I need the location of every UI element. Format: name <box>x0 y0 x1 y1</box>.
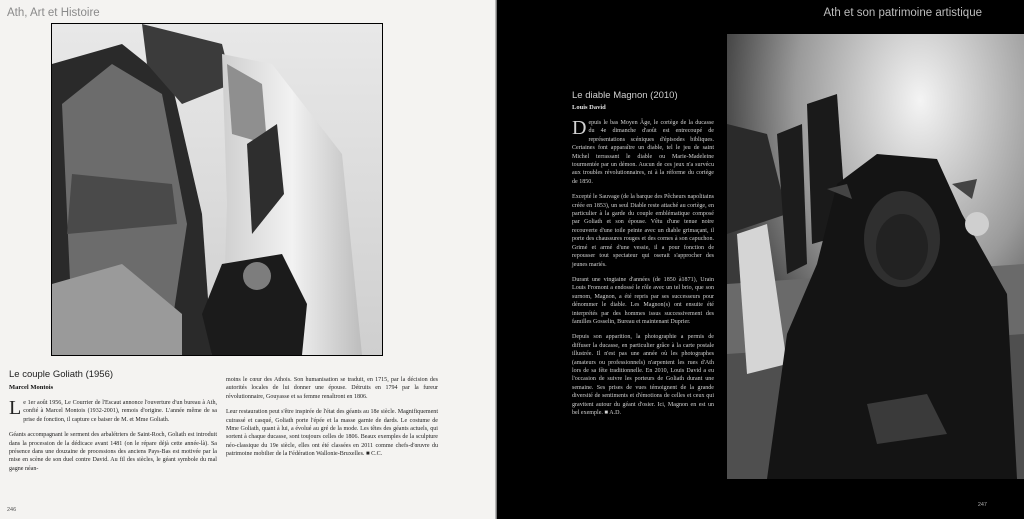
page-number-left: 246 <box>7 507 17 513</box>
drop-cap: L <box>9 397 22 419</box>
goliath-couple-photo <box>51 23 383 356</box>
left-page <box>0 0 497 519</box>
paragraph <box>9 431 217 473</box>
photo-caption-title-left: Le couple Goliath (1956) <box>9 369 114 380</box>
running-header-right: Ath et son patrimoine artistique <box>823 7 982 19</box>
photo-caption-author-right: Louis David <box>572 104 606 111</box>
right-page <box>497 0 1024 519</box>
paragraph <box>572 276 714 326</box>
paragraph-text: Durant une vingtaine d'années (de 1850 à1871), Urain Louis Fromont a endossé le rôle avec un tel brio, que son surnom, Magnon, a été repris par ses successeurs pour dénommer le diable. Les Magnon(s) ont ensuite été interprétés par des hommes issus successivement des familles Gosselin, Bureau et maintenant Duprier. <box>572 276 714 325</box>
page-number-right: 247 <box>977 502 987 508</box>
paragraph <box>226 408 438 458</box>
text-column-2 <box>226 376 438 466</box>
paragraph-text: moins le cœur des Athois. Son humanisation se traduit, en 1715, par la décision des autorités locales de lui donner une épouse. Détruits en 1794 par la fureur révolutionnaire, Gouyasse et sa femme renaîtront en 1806. <box>226 377 438 400</box>
text-column-1 <box>9 399 217 480</box>
paragraph-text: Excepté le Sauvage (de la barque des Pêcheurs napolitains créée en 1853), un seul Diable reste attaché au cortège, en particulier à la garde du couple emblématique composé par Goliath et son épouse. Vêtu d'une tenue noire recouverte d'une toile peinte avec un diable grimaçant, il porte des chaussures rouges et des cornes à son capuchon. Grimé et armé d'une vessie, il a pour fonction de repousser tout spectateur qui oserait s'approcher des jeunes mariés. <box>572 194 714 268</box>
paragraph <box>572 193 714 269</box>
text-column-right <box>572 119 714 424</box>
magnon-devil-photo <box>727 34 1024 479</box>
running-header-left: Ath, Art et Histoire <box>7 7 100 19</box>
photo-caption-author-left: Marcel Montois <box>9 384 54 391</box>
paragraph-text: epuis le bas Moyen Âge, le cortège de la ducasse du 4e dimanche d'août est entrecoupé de représentations scéniques d'épisodes bibliques. Certaines font apparaître un diable, tel le jeu de saint Michel terrassant le diable ou Marie-Madeleine tourmentée par un démon. Aucun de ces jeux n'a survécu aux troubles révolutionnaires, ni à la réforme du cortège de 1850. <box>572 120 714 185</box>
paragraph-text: Leur restauration peut s'être inspirée de l'état des géants au 18e siècle. Magnifiquement cuirassé et casqué, Goliath porte l'épée et la masse garnie de dards. Le costume de Mme Goliath, quant à lui, a évolué au gré de la mode. Les têtes des géants actuels, qui sortent à chaque ducasse, sont toujours celles de 1806. Beaux exemples de la sculpture néo-classique du 19e siècle, elles ont été classées en 2011 comme chefs-d'œuvre du patrimoine mobilier de la Fédération Wallonie-Bruxelles. ■ C.C. <box>226 409 438 458</box>
paragraph-text: Depuis son apparition, la photographie a permis de diffuser la ducasse, en particulier grâce à la carte postale illustrée. Il n'est pas une année où les photographes (amateurs ou professionnels) n'arpentent les rues d'Ath lors de sa fête traditionnelle. En 2010, Louis David a eu l'occasion de suivre les porteurs de Goliath durant une semaine. Ses prises de vues témoignent de la grande diversité de sentiments et d'émotions de celles et ceux qui gravitent autour du géant d'osier. Ici, Magnon en est un bel exemple. ■ A.D. <box>572 334 714 416</box>
paragraph <box>572 119 714 186</box>
paragraph <box>9 399 217 424</box>
paragraph <box>226 376 438 401</box>
paragraph-text: Géants accompagnant le serment des arbalétriers de Saint-Roch, Goliath est introduit dans la procession de la dédicace avant 1481 (on le répare déjà cette année-là). Sa présence dans une douzaine de processions des anciens Pays-Bas est motivée par la mise en scène de son duel contre David. Au fil des siècles, le géant symbole du mal gagne néan- <box>9 432 217 472</box>
drop-cap: D <box>572 117 587 139</box>
paragraph <box>572 333 714 417</box>
photo-caption-title-right: Le diable Magnon (2010) <box>572 90 678 101</box>
paragraph-text: e 1er août 1956, Le Courrier de l'Escaut annonce l'ouverture d'un bureau à Ath, confié à Marcel Montois (1932-2001), remois d'origine. L'année même de sa prise de fonction, il capture ce baiser de M. et Mme Goliath. <box>23 400 217 423</box>
